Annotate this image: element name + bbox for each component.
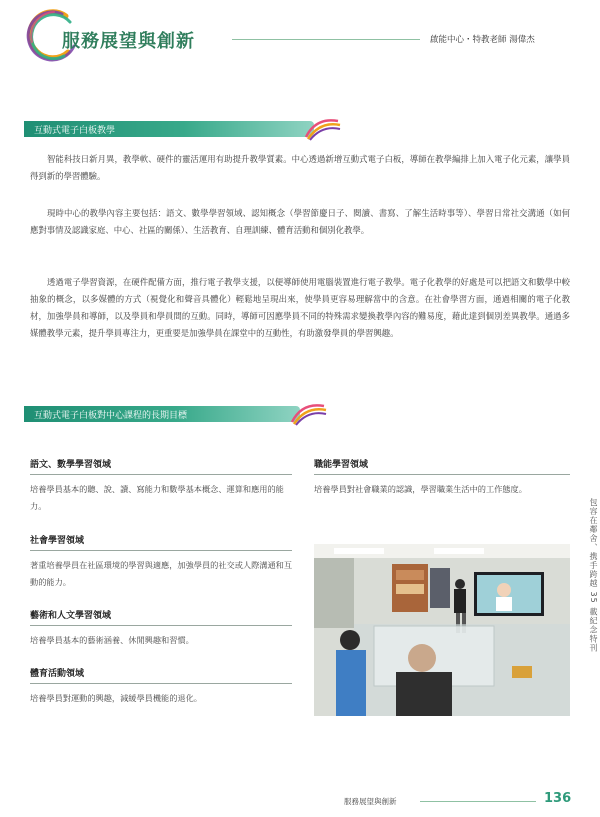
divider xyxy=(30,550,292,551)
footer-label: 服務展望與創新 xyxy=(344,797,397,806)
text-language-math: 培養學員基本的聽、說、讀、寫能力和數學基本概念、運算和應用的能力。 xyxy=(30,484,284,511)
section1-paragraph-2: 現時中心的教學內容主要包括：語文、數學學習領域、認知概念（學習節慶日子、閱讀、書寫、了解生活時事等）、學習日常社交溝通（如何應對事情及認識家庭、中心、社區的關係）、生活教育、自理訓練、體育活動和個別化教學。 xyxy=(30,208,570,235)
section1-paragraph-1: 智能科技日新月異，教學軟、硬件的靈活運用有助提升教學質素。中心透過新增互動式電子白板，導師在教學編排上加入電子化元素，讓學員得到新的學習體驗。 xyxy=(30,154,570,181)
divider xyxy=(314,474,570,475)
section2-heading-bar xyxy=(24,406,300,422)
classroom-photo xyxy=(314,544,570,716)
side-caption: 包容在鄰舍、携手跨越 35 載紀念特刊 xyxy=(589,498,598,653)
header-title: 服務展望與創新 xyxy=(62,31,195,52)
page-number: 136 xyxy=(544,791,572,806)
swirl-decoration-icon xyxy=(288,400,328,426)
subhead-vocational: 職能學習領域 xyxy=(314,460,369,470)
section1-heading-bar xyxy=(24,121,314,137)
footer-divider xyxy=(420,801,536,802)
header-author: 啟能中心・特教老師 湯偉杰 xyxy=(430,35,535,45)
text-social: 著重培養學員在社區環境的學習與適應，加強學員的社交或人際溝通和互動的能力。 xyxy=(30,560,293,587)
subhead-social: 社會學習領域 xyxy=(30,536,85,546)
divider xyxy=(30,474,292,475)
swirl-decoration-icon xyxy=(302,115,342,141)
text-vocational: 培養學員對社會職業的認識，學習職業生活中的工作態度。 xyxy=(314,484,527,494)
text-sports: 培養學員對運動的興趣，減緩學員機能的退化。 xyxy=(30,693,202,703)
text-arts: 培養學員基本的藝術涵養、休閒興趣和習慣。 xyxy=(30,635,194,645)
divider xyxy=(30,683,292,684)
subhead-sports: 體育活動領域 xyxy=(30,669,85,679)
section1-paragraph-3: 透過電子學習資源，在硬件配備方面，推行電子教學支援，以便導師使用電腦裝置進行電子教學。電子化教學的好處是可以把語文和數學中較抽象的概念，以多媒體的方式（視覺化和聲音具體化）輕鬆地呈現出來，使學員更容易理解當中的含意。在社會學習方面，通過相關的電子化教材，加強學員和導師，以及學員和學員間的互動。同時，導師可因應學員不同的特殊需求變換教學內容的難易度，藉此達到個別差異教學。通過多媒體教學元素，提升學員專注力，更重要是加強學員在課堂中的互動性，有助激發學員的學習興趣。 xyxy=(30,277,570,338)
divider xyxy=(30,625,292,626)
section2-heading: 互動式電子白板對中心課程的長期目標 xyxy=(34,411,188,421)
subhead-language-math: 語文、數學學習領域 xyxy=(30,460,112,470)
subhead-arts: 藝術和人文學習領域 xyxy=(30,611,112,621)
header-divider xyxy=(232,39,420,40)
section1-heading: 互動式電子白板教學 xyxy=(34,126,116,136)
